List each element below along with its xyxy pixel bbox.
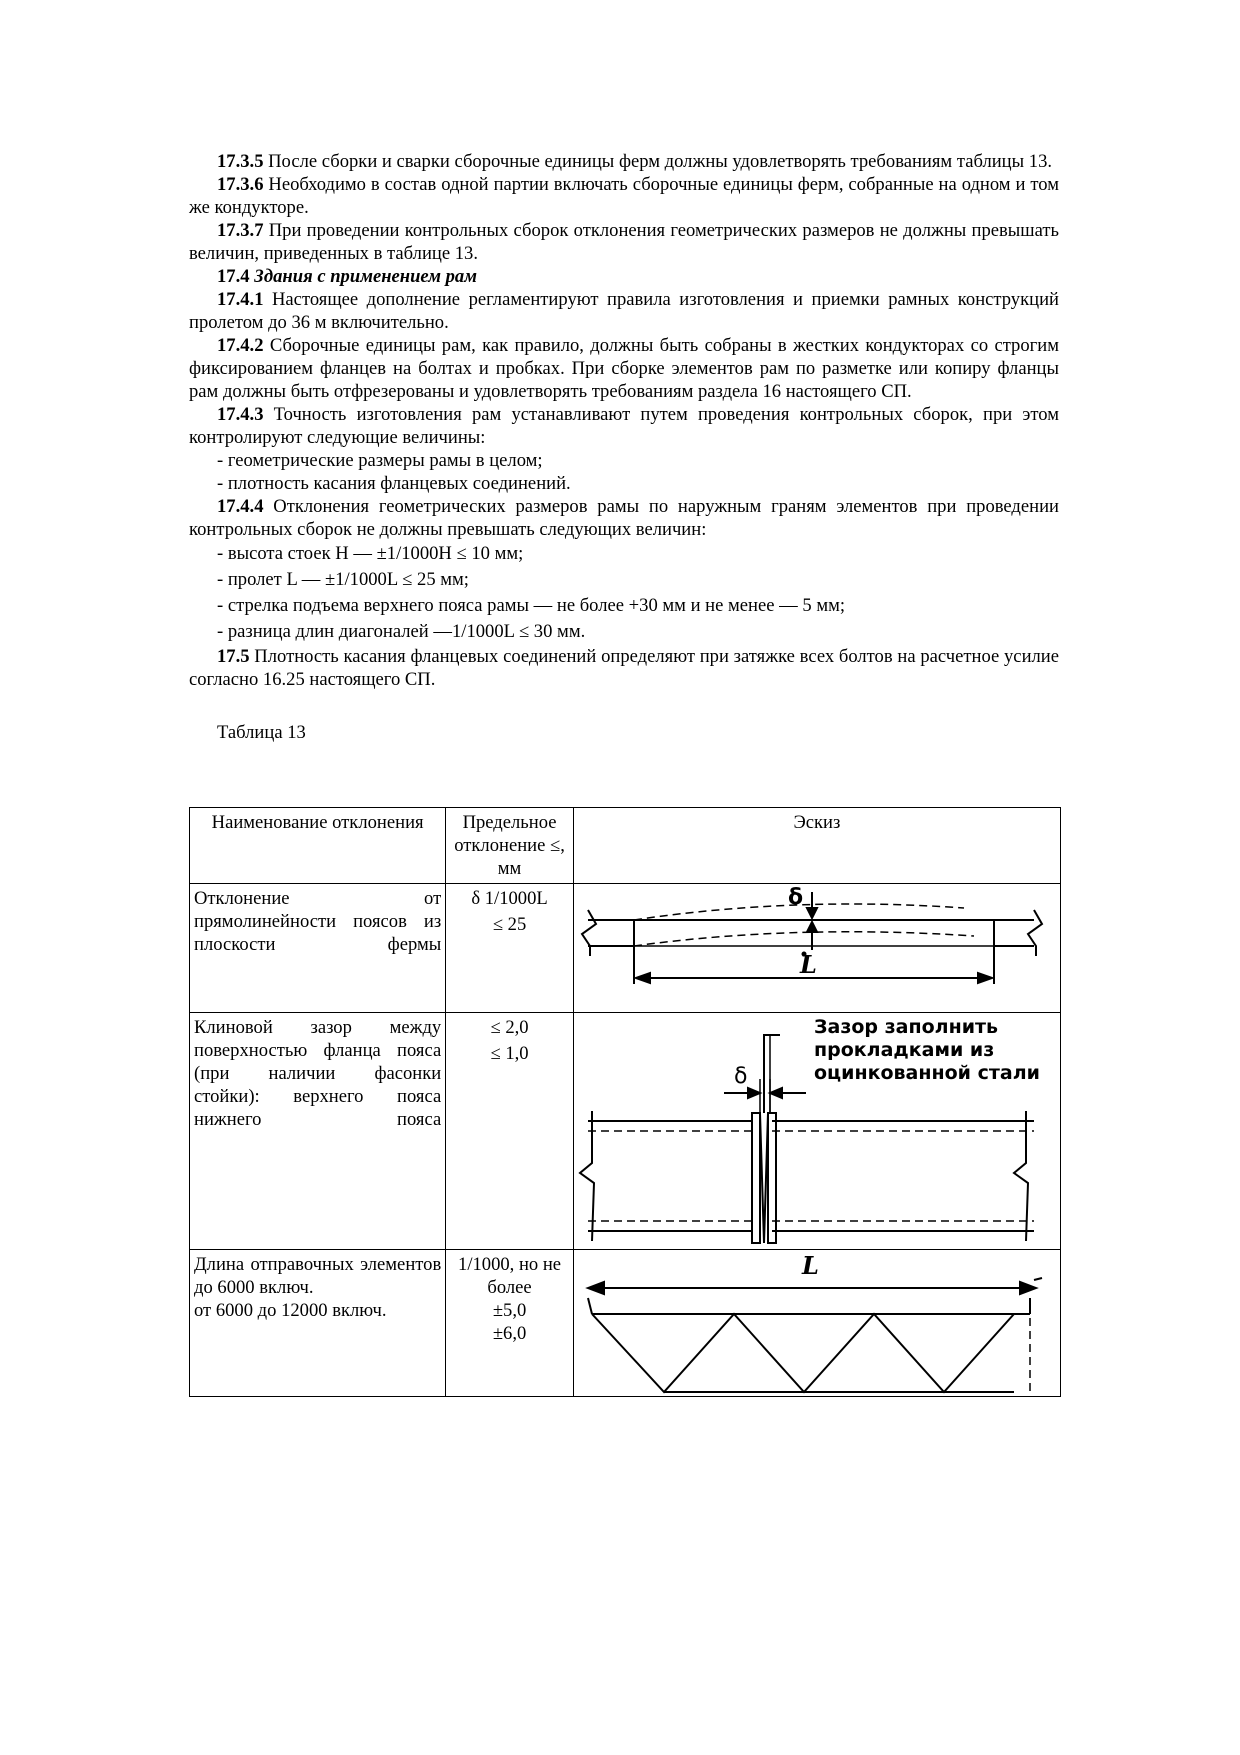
paragraph-17-4-3: 17.4.3 Точность изготовления рам устанавливают путем проведения контрольных сборок, при этом контролируют следующие величины: <box>189 404 1059 448</box>
row3-limit-line: ±6,0 <box>492 1323 527 1344</box>
sketch-truss-length-diagram <box>574 1250 1054 1396</box>
row3-name-line: от 6000 до 12000 включ. <box>194 1300 387 1321</box>
list-item: - разница длин диагоналей —1/1000L ≤ 30 мм. <box>217 621 586 642</box>
header-sketch: Эскиз <box>573 808 1060 884</box>
row2-limit-line: ≤ 1,0 <box>490 1043 529 1064</box>
row1-name: Отклонение от прямолинейности поясов из плоскости фермы <box>190 884 446 1013</box>
row1-limit <box>446 884 574 1013</box>
section-heading-17-4: 17.4 Здания с применением рам <box>217 266 477 287</box>
list-item: - пролет L — ±1/1000L ≤ 25 мм; <box>217 569 469 590</box>
sketch-straightness-diagram <box>574 884 1054 1012</box>
row3-limit <box>446 1250 574 1397</box>
table-caption: Таблица 13 <box>217 722 306 743</box>
sketch2-note-line: оцинкованной стали <box>813 1062 1040 1084</box>
header-name: Наименование отклонения <box>190 808 446 884</box>
row1-limit-line: δ 1/1000L <box>471 888 548 909</box>
row3-limit-line: ±5,0 <box>492 1300 527 1321</box>
row2-limit-line: ≤ 2,0 <box>490 1017 529 1038</box>
paragraph-17-3-5: 17.3.5 После сборки и сварки сборочные единицы ферм должны удовлетворять требованиям таблицы 13. <box>217 151 1053 172</box>
header-limit: Предельное отклонение ≤, мм <box>446 808 574 884</box>
sketch1-delta-label: δ <box>787 885 803 910</box>
row1-limit-line: ≤ 25 <box>492 914 527 935</box>
table-row <box>190 1250 1061 1397</box>
paragraph-17-5: 17.5 Плотность касания фланцевых соединений определяют при затяжке всех болтов на расчетное усилие согласно 16.25 настоящего СП. <box>189 646 1059 690</box>
row3-name <box>190 1250 446 1397</box>
list-item: - стрелка подъема верхнего пояса рамы — не более +30 мм и не менее — 5 мм; <box>217 595 846 616</box>
paragraph-17-3-7: 17.3.7 При проведении контрольных сборок отклонения геометрических размеров не должны превышать величин, приведенных в таблице 13. <box>189 220 1059 264</box>
list-item: - высота стоек H — ±1/1000H ≤ 10 мм; <box>217 543 524 564</box>
paragraph-17-3-6: 17.3.6 Необходимо в состав одной партии включать сборочные единицы ферм, собранные на одном и том же кондукторе. <box>189 174 1059 218</box>
list-item: - геометрические размеры рамы в целом; <box>217 450 543 471</box>
sketch2-note-line: Зазор заполнить <box>813 1016 998 1038</box>
list-item: - плотность касания фланцевых соединений. <box>217 473 571 494</box>
row1-sketch <box>573 884 1060 1013</box>
sketch1-L-label: L <box>799 950 817 979</box>
sketch2-delta-label: δ <box>733 1064 748 1089</box>
sketch-flange-gap-diagram <box>574 1013 1054 1249</box>
row3-limit-line: 1/1000, но не более <box>458 1254 562 1298</box>
row2-name: Клиновой зазор между поверхностью фланца пояса (при наличии фасонки стойки): верхнего пояса нижнего пояса <box>190 1013 446 1250</box>
row2-sketch <box>573 1013 1060 1250</box>
table-header-row <box>190 808 1061 884</box>
paragraph-17-4-1: 17.4.1 Настоящее дополнение регламентируют правила изготовления и приемки рамных конструкций пролетом до 36 м включительно. <box>189 289 1059 333</box>
table-row <box>190 884 1061 1013</box>
sketch3-L-label: L <box>801 1251 819 1280</box>
paragraph-17-4-2: 17.4.2 Сборочные единицы рам, как правило, должны быть собраны в жестких кондукторах со строгим фиксированием фланцев на болтах и пробках. При сборке элементов рам по разметке или копиру фланцы рам должны быть отфрезерованы и удовлетворять требованиям раздела 16 настоящего СП. <box>189 335 1059 402</box>
paragraph-17-4-4: 17.4.4 Отклонения геометрических размеров рамы по наружным граням элементов при проведении контрольных сборок не должны превышать следующих величин: <box>189 496 1059 540</box>
document-body <box>189 150 1059 744</box>
row2-limit <box>446 1013 574 1250</box>
deviation-table <box>189 807 1061 1397</box>
row3-name-line: до 6000 включ. <box>194 1277 314 1298</box>
table-row <box>190 1013 1061 1250</box>
row3-sketch <box>573 1250 1060 1397</box>
sketch2-note-line: прокладками из <box>813 1039 995 1061</box>
row3-name-line: Длина отправочных элементов <box>194 1254 442 1275</box>
